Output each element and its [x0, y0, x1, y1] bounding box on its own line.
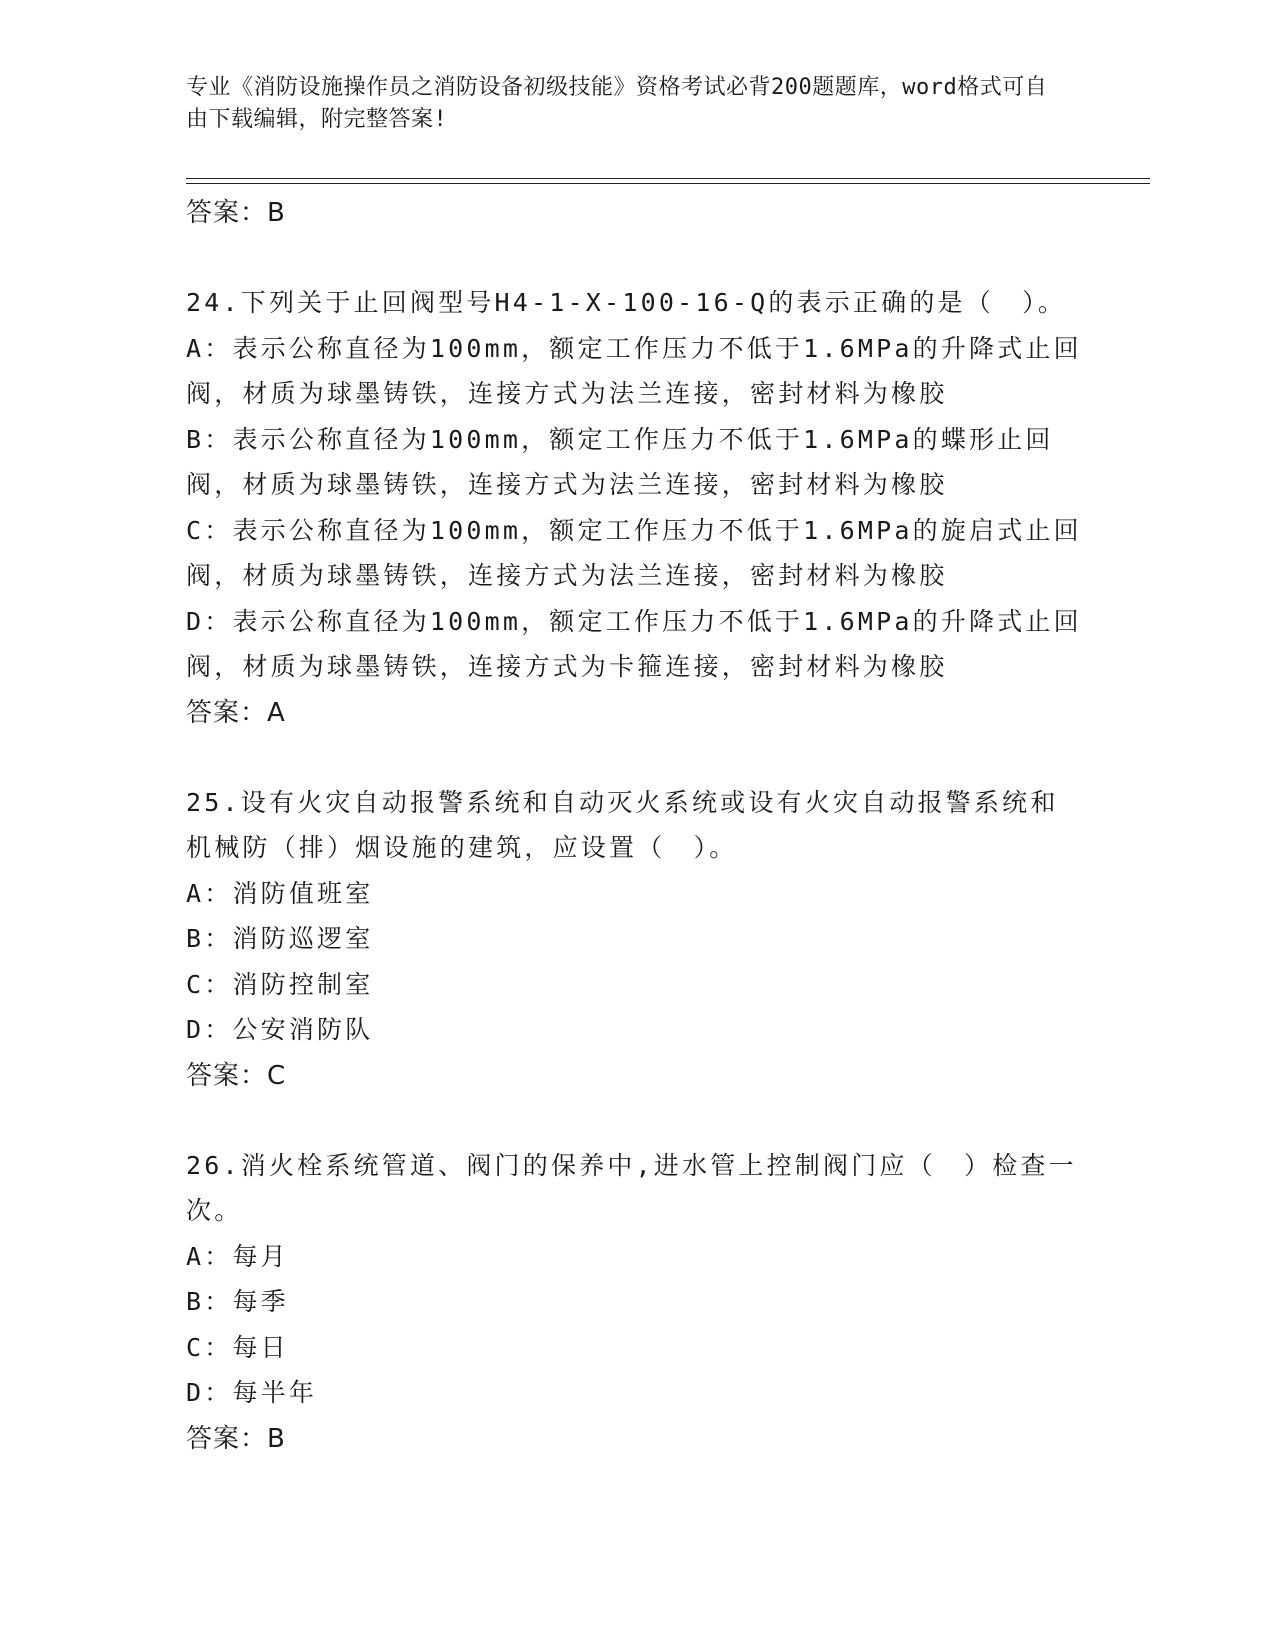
- question-24: [186, 280, 1086, 736]
- option-b: B：表示公称直径为100mm，额定工作压力不低于1.6MPa的蝶形止回阀，材质为球墨铸铁，连接方式为法兰连接，密封材料为橡胶: [186, 424, 1054, 499]
- option-c: C：表示公称直径为100mm，额定工作压力不低于1.6MPa的旋启式止回阀，材质为球墨铸铁，连接方式为法兰连接，密封材料为橡胶: [186, 515, 1082, 590]
- question-stem: 25.设有火灾自动报警系统和自动灭火系统或设有火灾自动报警系统和机械防（排）烟设施的建筑，应设置（ ）。: [186, 787, 1059, 862]
- header-rule-top: [186, 178, 1150, 179]
- question-26: [186, 1143, 1086, 1462]
- option-d: D：表示公称直径为100mm，额定工作压力不低于1.6MPa的升降式止回阀，材质为球墨铸铁，连接方式为卡箍连接，密封材料为橡胶: [186, 606, 1082, 681]
- header-rule-bottom: [186, 183, 1150, 184]
- answer-line: 答案：A: [186, 697, 286, 728]
- option-b: B：消防巡逻室: [186, 924, 374, 953]
- answer-line: 答案：B: [186, 1423, 286, 1454]
- answer-line: 答案：C: [186, 1060, 287, 1091]
- option-b: B：每季: [186, 1287, 289, 1316]
- option-a: A：表示公称直径为100mm，额定工作压力不低于1.6MPa的升降式止回阀，材质为球墨铸铁，连接方式为法兰连接，密封材料为橡胶: [186, 333, 1082, 408]
- document-header: 专业《消防设施操作员之消防设备初级技能》资格考试必背200题题库，word格式可自由下载编辑，附完整答案!: [186, 75, 1048, 132]
- question-stem: 24.下列关于止回阀型号H4-1-X-100-16-Q的表示正确的是（ ）。: [186, 288, 1067, 317]
- option-c: C：每日: [186, 1332, 289, 1362]
- option-a: A：每月: [186, 1241, 289, 1271]
- option-a: A：消防值班室: [186, 878, 374, 908]
- document-body: [186, 190, 1086, 1462]
- option-d: D：公安消防队: [186, 1015, 374, 1044]
- question-25: [186, 780, 1086, 1099]
- option-c: C：消防控制室: [186, 969, 374, 999]
- question-stem: 26.消火栓系统管道、阀门的保养中,进水管上控制阀门应（ ）检查一次。: [186, 1150, 1077, 1225]
- answer-line: 答案：B: [186, 198, 286, 228]
- option-d: D：每半年: [186, 1378, 318, 1407]
